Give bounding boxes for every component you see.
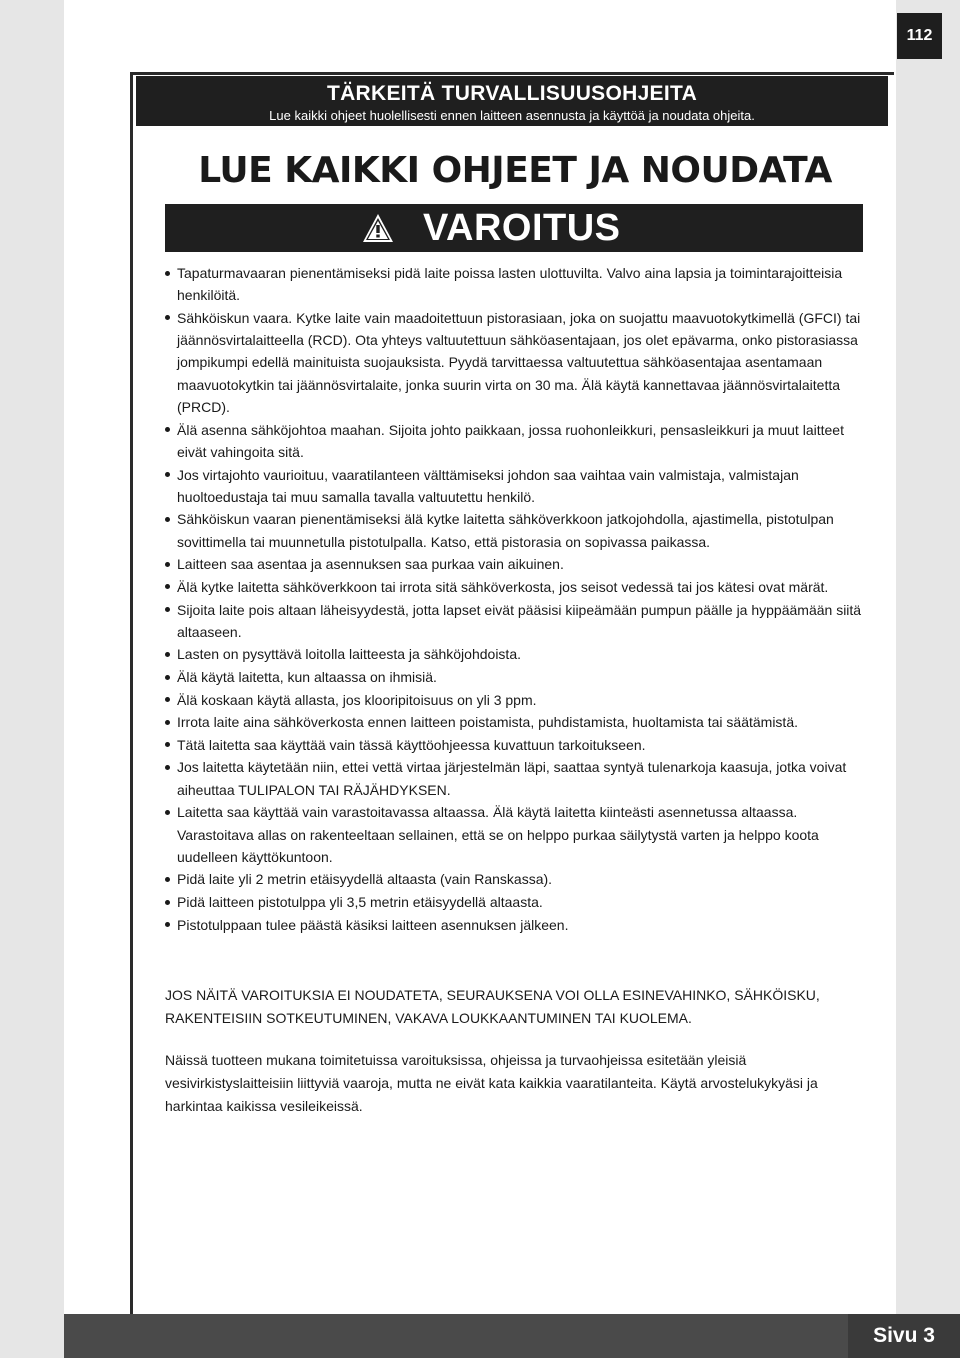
safety-bullet-item: Sähköiskun vaara. Kytke laite vain maadoitettuun pistorasiaan, joka on suojattu maavuotokytkimellä (GFCI) tai jäännösvirtalaitteella (RCD). Ota yhteys valtuutettuun sähköasentajaan, jos olet epävarma, onko pistorasiassa jompikumpi edellä mainituista suojauksista. Pyydä tarvittaessa valtuutettua sähköasentajaa asentamaan maavuotokytkin tai jäännösvirtalaite, jonka suurin virta on 30 ma. Älä käytä kannettavaa jäännösvirtalaitetta (PRCD). (164, 307, 864, 418)
safety-bullet-item: Pidä laitteen pistotulppa yli 3,5 metrin etäisyydellä altaasta. (164, 891, 864, 913)
safety-bullet-item: Älä koskaan käytä allasta, jos klooripitoisuus on yli 3 ppm. (164, 689, 864, 711)
safety-bullet-item: Laitteen saa asentaa ja asennuksen saa purkaa vain aikuinen. (164, 553, 864, 575)
footer-page-label: Sivu 3 (848, 1314, 960, 1358)
main-heading: LUE KAIKKI OHJEET JA NOUDATA (198, 150, 832, 191)
safety-bullet-item: Pistotulppaan tulee päästä käsiksi laitteen asennuksen jälkeen. (164, 914, 864, 936)
safety-bullet-item: Irrota laite aina sähköverkosta ennen laitteen poistamista, puhdistamista, huoltamista tai säätämistä. (164, 711, 864, 733)
warning-triangle-icon (361, 212, 395, 244)
safety-bullet-item: Sähköiskun vaaran pienentämiseksi älä kytke laitetta sähköverkkoon jatkojohdolla, ajastimella, pistotulpan sovittimella tai muunnetulla pistotulpalla. Katso, että pistorasia on sopivassa paikassa. (164, 508, 864, 553)
safety-bullet-item: Tapaturmavaaran pienentämiseksi pidä laite poissa lasten ulottuvilta. Valvo aina lapsia ja toimintarajoitteisia henkilöitä. (164, 262, 864, 307)
footer-strip (64, 1314, 960, 1358)
header-subtitle: Lue kaikki ohjeet huolellisesti ennen laitteen asennusta ja käyttöä ja noudata ohjeita. (269, 108, 755, 123)
safety-bullet-item: Jos virtajohto vaurioituu, vaaratilanteen välttämiseksi johdon saa vaihtaa vain valmistaja, valmistajan huoltoedustaja tai muu samalla tavalla valtuutettu henkilö. (164, 464, 864, 509)
safety-bullet-item: Älä asenna sähköjohtoa maahan. Sijoita johto paikkaan, jossa ruohonleikkuri, pensasleikkuri ja muut laitteet eivät vahingoita sitä. (164, 419, 864, 464)
consequence-warning: JOS NÄITÄ VAROITUKSIA EI NOUDATETA, SEURAUKSENA VOI OLLA ESINEVAHINKO, SÄHKÖISKU, RAKENTEISIIN SOTKEUTUMINEN, VAKAVA LOUKKAANTUMINEN TAI KUOLEMA. (165, 987, 820, 1026)
safety-bullet-item: Sijoita laite pois altaan läheisyydestä, jotta lapset eivät pääsisi kiipeämään pumpun päälle ja hyppäämään siitä altaaseen. (164, 599, 864, 644)
warning-label: VAROITUS (423, 207, 621, 249)
warning-banner (165, 204, 863, 252)
safety-bullet-item: Älä kytke laitetta sähköverkkoon tai irrota sitä sähköverkosta, jos seisot vedessä tai jos kätesi ovat märät. (164, 576, 864, 598)
safety-bullet-list (164, 262, 864, 936)
page-number: 112 (897, 13, 942, 59)
header-title: TÄRKEITÄ TURVALLISUUSOHJEITA (326, 82, 698, 105)
safety-bullet-item: Lasten on pysyttävä loitolla laitteesta ja sähköjohdoista. (164, 643, 864, 665)
safety-header (136, 76, 888, 126)
closing-note: Näissä tuotteen mukana toimitetuissa varoituksissa, ohjeissa ja turvaohjeissa esitetään yleisiä vesivirkistyslaitteisiin liittyviä vaaroja, mutta ne eivät kata kaikkia vaaratilanteita. Käytä arvostelukykyäsi ja harkintaa kaikissa vesileikeissä. (165, 1052, 818, 1114)
safety-bullet-item: Jos laitetta käytetään niin, ettei vettä virtaa järjestelmän läpi, saattaa syntyä tulenarkoja kaasuja, jotka voivat aiheuttaa TULIPALON TAI RÄJÄHDYKSEN. (164, 756, 864, 801)
right-margin-band (896, 0, 960, 1358)
safety-bullet-item: Tätä laitetta saa käyttää vain tässä käyttöohjeessa kuvattuun tarkoitukseen. (164, 734, 864, 756)
safety-bullet-item: Pidä laite yli 2 metrin etäisyydellä altaasta (vain Ranskassa). (164, 868, 864, 890)
safety-bullet-item: Laitetta saa käyttää vain varastoitavassa altaassa. Älä käytä laitetta kiinteästi asennetussa altaassa. Varastoitava allas on rakenteeltaan sellainen, että se on helppo purkaa säilytystä varten ja helppo koota uudelleen käyttökuntoon. (164, 801, 864, 868)
safety-bullet-item: Älä käytä laitetta, kun altaassa on ihmisiä. (164, 666, 864, 688)
